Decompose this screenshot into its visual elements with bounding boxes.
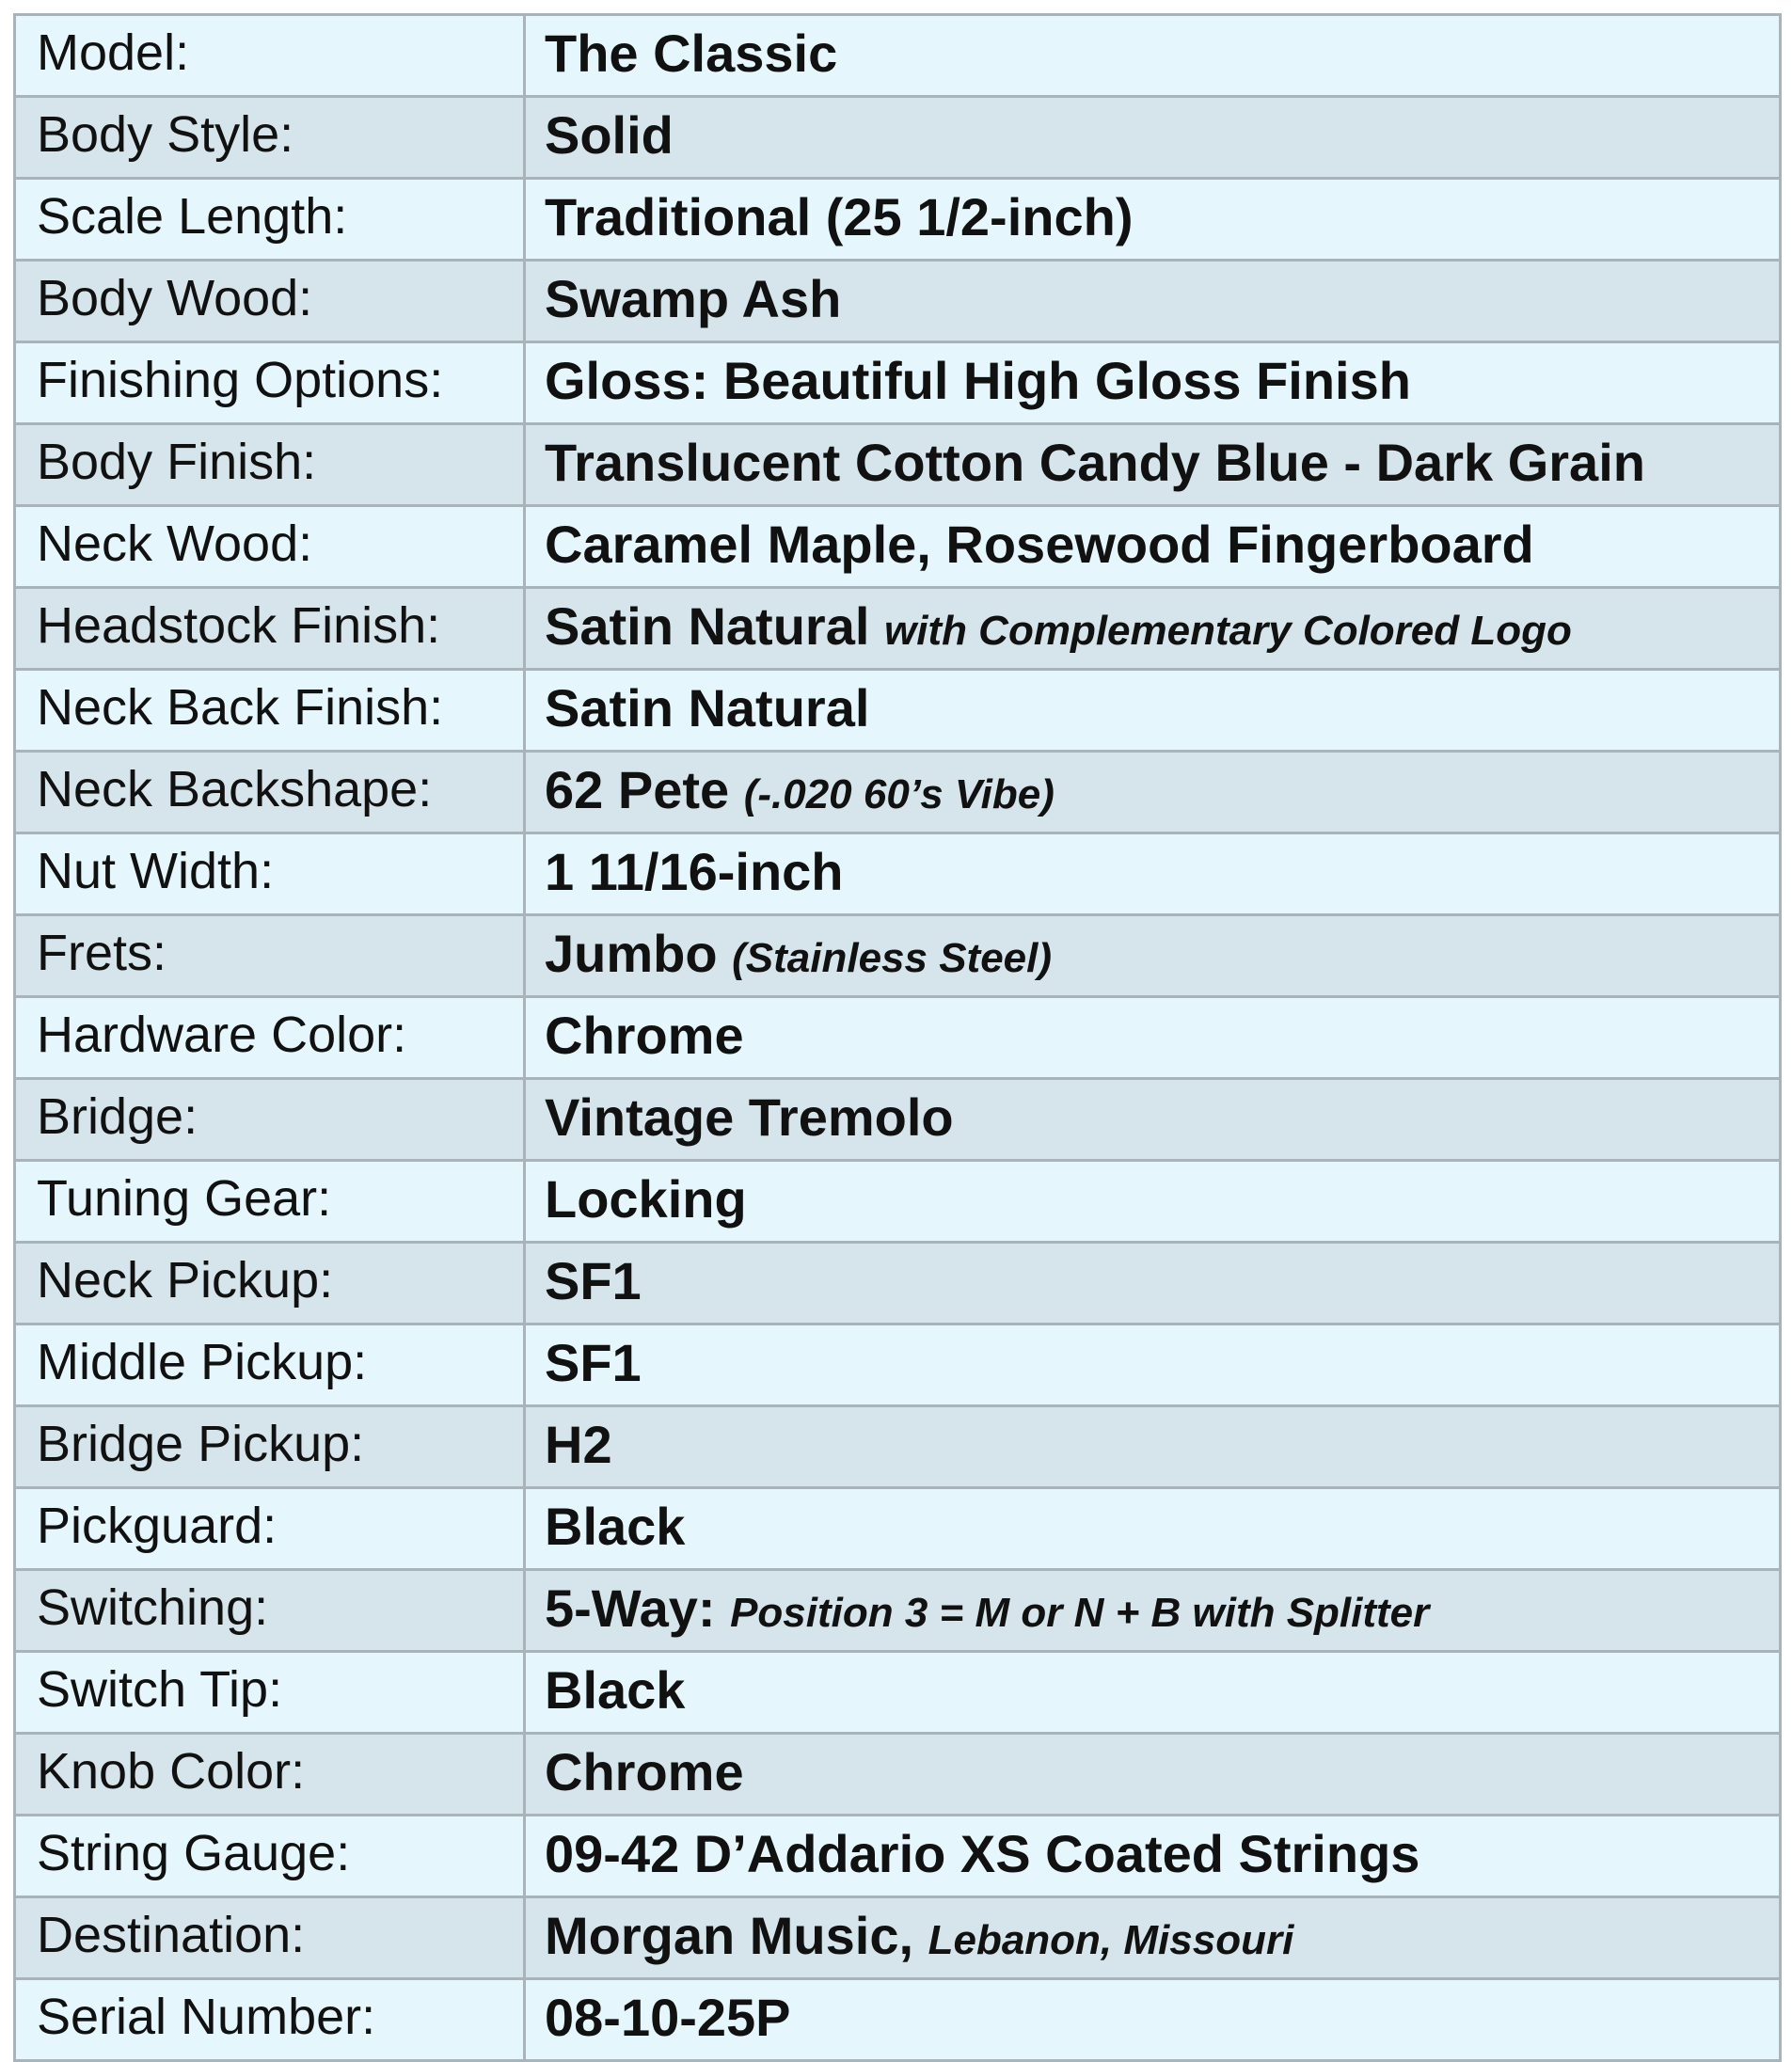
spec-value-cell [525,833,1781,915]
spec-value-cell [525,1243,1781,1324]
spec-value-cell [525,342,1781,424]
spec-value: Satin Natural [545,677,870,738]
spec-row-bridge-pickup [15,1406,1781,1488]
spec-value-cell [525,997,1781,1079]
spec-value: Traditional (25 1/2-inch) [545,186,1134,246]
spec-value: Gloss: Beautiful High Gloss Finish [545,350,1411,410]
spec-value: SF1 [545,1250,642,1310]
spec-row-body-wood [15,261,1781,342]
spec-label: Model: [15,15,525,97]
spec-table [13,13,1782,2062]
spec-value: 08-10-25P [545,1987,791,2047]
spec-value: Black [545,1496,686,1556]
spec-row-headstock-finish [15,588,1781,670]
spec-label: Bridge: [15,1079,525,1161]
spec-label: Neck Back Finish: [15,670,525,752]
spec-row-finishing-options [15,342,1781,424]
spec-value: 62 Pete [545,759,730,819]
spec-value-cell [525,179,1781,261]
spec-label: Scale Length: [15,179,525,261]
spec-row-middle-pickup [15,1324,1781,1406]
spec-row-bridge [15,1079,1781,1161]
spec-label: Switching: [15,1570,525,1652]
spec-value: Black [545,1659,686,1720]
spec-value-cell [525,1406,1781,1488]
spec-label: Body Style: [15,97,525,179]
spec-row-switch-tip [15,1652,1781,1734]
spec-value: Morgan Music, [545,1905,914,1965]
spec-note: (Stainless Steel) [732,934,1053,981]
spec-row-body-style [15,97,1781,179]
spec-value-cell [525,97,1781,179]
spec-value-cell [525,1570,1781,1652]
spec-row-string-gauge [15,1816,1781,1897]
spec-value: Chrome [545,1741,744,1801]
spec-value: 5-Way: [545,1578,716,1638]
spec-value: Translucent Cotton Candy Blue - Dark Grain [545,432,1645,492]
spec-label: Headstock Finish: [15,588,525,670]
spec-value-cell [525,1734,1781,1816]
spec-table-body [15,15,1781,2061]
spec-value: Jumbo [545,923,718,983]
spec-value-cell [525,1816,1781,1897]
spec-label: Switch Tip: [15,1652,525,1734]
spec-value-cell [525,506,1781,588]
spec-label: Serial Number: [15,1979,525,2061]
spec-value-cell [525,1897,1781,1979]
spec-label: Frets: [15,915,525,997]
spec-note: with Complementary Colored Logo [883,607,1572,654]
spec-value: Locking [545,1168,747,1229]
spec-value-cell [525,15,1781,97]
spec-value: Vintage Tremolo [545,1087,954,1147]
spec-label: Neck Wood: [15,506,525,588]
spec-label: Body Finish: [15,424,525,506]
spec-value-cell [525,1652,1781,1734]
spec-value-cell [525,915,1781,997]
spec-row-pickguard [15,1488,1781,1570]
spec-value-cell [525,588,1781,670]
spec-row-neck-back-finish [15,670,1781,752]
spec-value: Swamp Ash [545,268,842,328]
spec-value: 09-42 D’Addario XS Coated Strings [545,1823,1420,1883]
spec-label: Body Wood: [15,261,525,342]
spec-row-hardware-color [15,997,1781,1079]
spec-row-scale-length [15,179,1781,261]
spec-value: SF1 [545,1332,642,1392]
spec-value: Solid [545,104,674,165]
spec-row-tuning-gear [15,1161,1781,1243]
spec-label: Destination: [15,1897,525,1979]
spec-value-cell [525,670,1781,752]
spec-value: Caramel Maple, Rosewood Fingerboard [545,514,1534,574]
spec-row-body-finish [15,424,1781,506]
spec-label: Hardware Color: [15,997,525,1079]
spec-row-switching [15,1570,1781,1652]
spec-label: Neck Backshape: [15,752,525,833]
spec-value: The Classic [545,23,838,83]
spec-row-frets [15,915,1781,997]
spec-label: Knob Color: [15,1734,525,1816]
spec-row-destination [15,1897,1781,1979]
spec-row-neck-wood [15,506,1781,588]
spec-value-cell [525,424,1781,506]
spec-row-knob-color [15,1734,1781,1816]
spec-label: Pickguard: [15,1488,525,1570]
spec-value-cell [525,752,1781,833]
spec-row-serial-number [15,1979,1781,2061]
spec-row-neck-backshape [15,752,1781,833]
spec-label: String Gauge: [15,1816,525,1897]
spec-note: Position 3 = M or N + B with Splitter [730,1589,1430,1636]
spec-note: Lebanon, Missouri [928,1916,1294,1963]
spec-row-model [15,15,1781,97]
spec-note: (-.020 60’s Vibe) [743,770,1055,817]
spec-value: Satin Natural [545,595,870,656]
spec-value-cell [525,1079,1781,1161]
spec-row-nut-width [15,833,1781,915]
spec-label: Bridge Pickup: [15,1406,525,1488]
spec-label: Middle Pickup: [15,1324,525,1406]
spec-label: Tuning Gear: [15,1161,525,1243]
spec-label: Nut Width: [15,833,525,915]
spec-value-cell [525,1979,1781,2061]
spec-value-cell [525,1161,1781,1243]
spec-value: H2 [545,1414,612,1474]
spec-label: Neck Pickup: [15,1243,525,1324]
spec-row-neck-pickup [15,1243,1781,1324]
spec-label: Finishing Options: [15,342,525,424]
spec-value-cell [525,261,1781,342]
spec-value: 1 11/16-inch [545,841,844,901]
spec-value: Chrome [545,1005,744,1065]
spec-value-cell [525,1488,1781,1570]
spec-value-cell [525,1324,1781,1406]
